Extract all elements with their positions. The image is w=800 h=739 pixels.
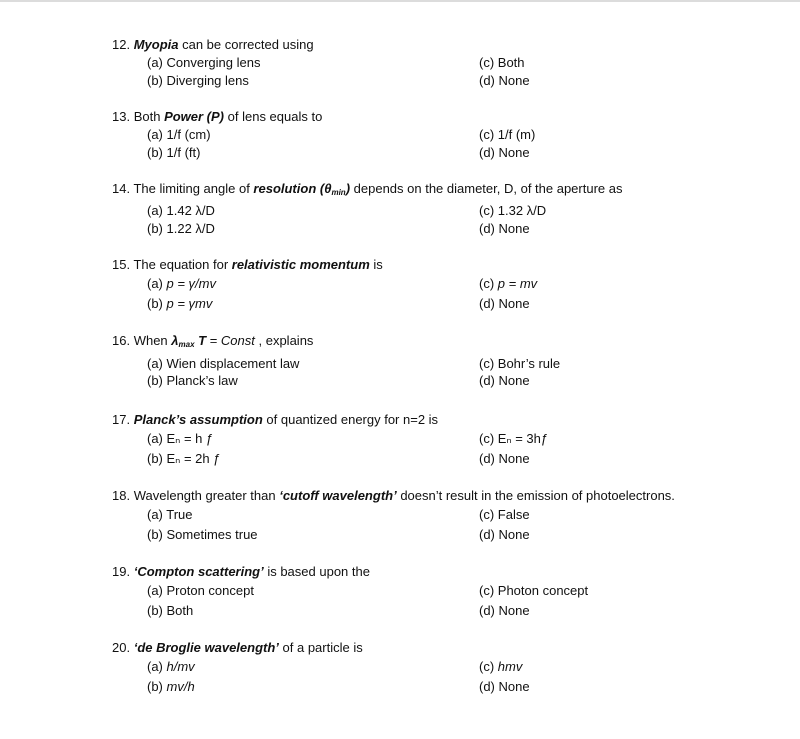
question-20-options bbox=[112, 657, 752, 697]
option-d: (d) None bbox=[479, 373, 530, 388]
question-number: 14. bbox=[112, 181, 131, 196]
question-18-stem bbox=[112, 487, 752, 505]
question-keyword: Myopia bbox=[133, 37, 179, 52]
question-keyword: Planck’s assumption bbox=[133, 412, 263, 427]
option-c: (c) p = mv bbox=[479, 276, 538, 291]
question-text: depends on the diameter, D, of the aperture as bbox=[350, 181, 623, 196]
option-b: (b) p = γmv bbox=[147, 296, 213, 311]
question-number: 12. bbox=[112, 37, 131, 52]
question-keyword: Power (P) bbox=[164, 109, 225, 124]
question-15 bbox=[112, 256, 752, 314]
question-keyword: resolution $(\theta_{min})$ bbox=[253, 181, 351, 197]
question-15-options bbox=[112, 274, 752, 314]
option-b: (b) 1/f (ft) bbox=[147, 145, 201, 160]
option-b: (b) Both bbox=[147, 603, 194, 618]
question-14-stem bbox=[112, 180, 752, 202]
option-c: (c) Bohr’s rule bbox=[479, 356, 561, 371]
question-13-stem bbox=[112, 108, 752, 126]
option-c: (c) 1.32 λ/D bbox=[479, 203, 547, 218]
option-b: (b) Planck’s law bbox=[147, 373, 238, 388]
question-sheet bbox=[112, 36, 752, 697]
question-13-options bbox=[112, 126, 752, 162]
question-text: of a particle is bbox=[278, 640, 363, 655]
option-a: (a) h/mv bbox=[147, 659, 195, 674]
question-19 bbox=[112, 563, 752, 621]
option-a: (a) Wien displacement law bbox=[147, 356, 300, 371]
option-d: (d) None bbox=[479, 145, 530, 160]
question-text: is based upon the bbox=[263, 564, 370, 579]
option-c: (c) Eₙ = 3hƒ bbox=[479, 431, 549, 446]
option-b: (b) Diverging lens bbox=[147, 73, 249, 88]
question-text: can be corrected using bbox=[178, 37, 314, 52]
question-text-pre: The limiting angle of bbox=[133, 181, 254, 196]
question-14 bbox=[112, 180, 752, 238]
option-a: (a) 1.42 λ/D bbox=[147, 203, 215, 218]
question-17 bbox=[112, 411, 752, 469]
question-text: , explains bbox=[254, 333, 314, 348]
option-a: (a) Converging lens bbox=[147, 55, 261, 70]
question-number: 20. bbox=[112, 640, 131, 655]
option-d: (d) None bbox=[479, 451, 530, 466]
option-a: (a) 1/f (cm) bbox=[147, 127, 211, 142]
page-top-border bbox=[0, 0, 800, 2]
option-b: (b) mv/h bbox=[147, 679, 195, 694]
question-13 bbox=[112, 108, 752, 162]
subscript-min: min bbox=[331, 188, 346, 197]
question-19-options bbox=[112, 581, 752, 621]
option-c: (c) False bbox=[479, 507, 530, 522]
question-17-options bbox=[112, 429, 752, 469]
question-text-pre: Wavelength greater than bbox=[133, 488, 280, 503]
question-17-stem bbox=[112, 411, 752, 429]
const-term: Const bbox=[220, 333, 255, 348]
question-text-pre: When bbox=[133, 333, 172, 348]
question-16-stem: 16. When $\lambda_{max}$ T = Const , explains bbox=[112, 333, 314, 349]
question-19-stem bbox=[112, 563, 752, 581]
question-12 bbox=[112, 36, 752, 90]
option-d: (d) None bbox=[479, 296, 530, 311]
question-20 bbox=[112, 639, 752, 697]
option-c: (c) Photon concept bbox=[479, 583, 589, 598]
question-14-options bbox=[112, 202, 752, 238]
option-d: (d) None bbox=[479, 221, 530, 236]
question-text: is bbox=[369, 257, 383, 272]
question-number: 17. bbox=[112, 412, 131, 427]
option-d: (d) None bbox=[479, 527, 530, 542]
option-a: (a) Eₙ = h ƒ bbox=[147, 431, 214, 446]
question-number: 13. bbox=[112, 109, 131, 124]
option-d: (d) None bbox=[479, 679, 530, 694]
question-12-options bbox=[112, 54, 752, 90]
question-number: 16. bbox=[112, 333, 131, 348]
question-keyword: ‘Compton scattering’ bbox=[133, 564, 264, 579]
option-b: (b) 1.22 λ/D bbox=[147, 221, 215, 236]
question-15-stem bbox=[112, 256, 752, 274]
question-text-pre: The equation for bbox=[133, 257, 232, 272]
option-a: (a) True bbox=[147, 507, 193, 522]
question-keyword: $\lambda_{max}$ T bbox=[171, 333, 207, 349]
question-20-stem bbox=[112, 639, 752, 657]
option-d: (d) None bbox=[479, 603, 530, 618]
question-number: 15. bbox=[112, 257, 131, 272]
question-text: doesn’t result in the emission of photoelectrons. bbox=[396, 488, 675, 503]
question-keyword: ‘de Broglie wavelength’ bbox=[133, 640, 279, 655]
question-16 bbox=[112, 332, 752, 394]
option-c: (c) Both bbox=[479, 55, 525, 70]
option-c: (c) 1/f (m) bbox=[479, 127, 536, 142]
option-a: (a) p = γ/mv bbox=[147, 276, 216, 291]
option-b: (b) Eₙ = 2h ƒ bbox=[147, 451, 221, 466]
question-number: 18. bbox=[112, 488, 131, 503]
question-text: of quantized energy for n=2 is bbox=[262, 412, 439, 427]
option-a: (a) Proton concept bbox=[147, 583, 254, 598]
question-18-options bbox=[112, 505, 752, 545]
question-keyword: ‘cutoff wavelength’ bbox=[279, 488, 397, 503]
question-text-pre: Both bbox=[133, 109, 165, 124]
question-number: 19. bbox=[112, 564, 131, 579]
question-12-stem bbox=[112, 36, 752, 54]
subscript-max: max bbox=[178, 340, 195, 349]
option-b: (b) Sometimes true bbox=[147, 527, 258, 542]
option-d: (d) None bbox=[479, 73, 530, 88]
question-16-options bbox=[112, 354, 752, 394]
option-c: (c) hmv bbox=[479, 659, 523, 674]
question-keyword: relativistic momentum bbox=[231, 257, 370, 272]
question-text: of lens equals to bbox=[224, 109, 323, 124]
question-18 bbox=[112, 487, 752, 545]
